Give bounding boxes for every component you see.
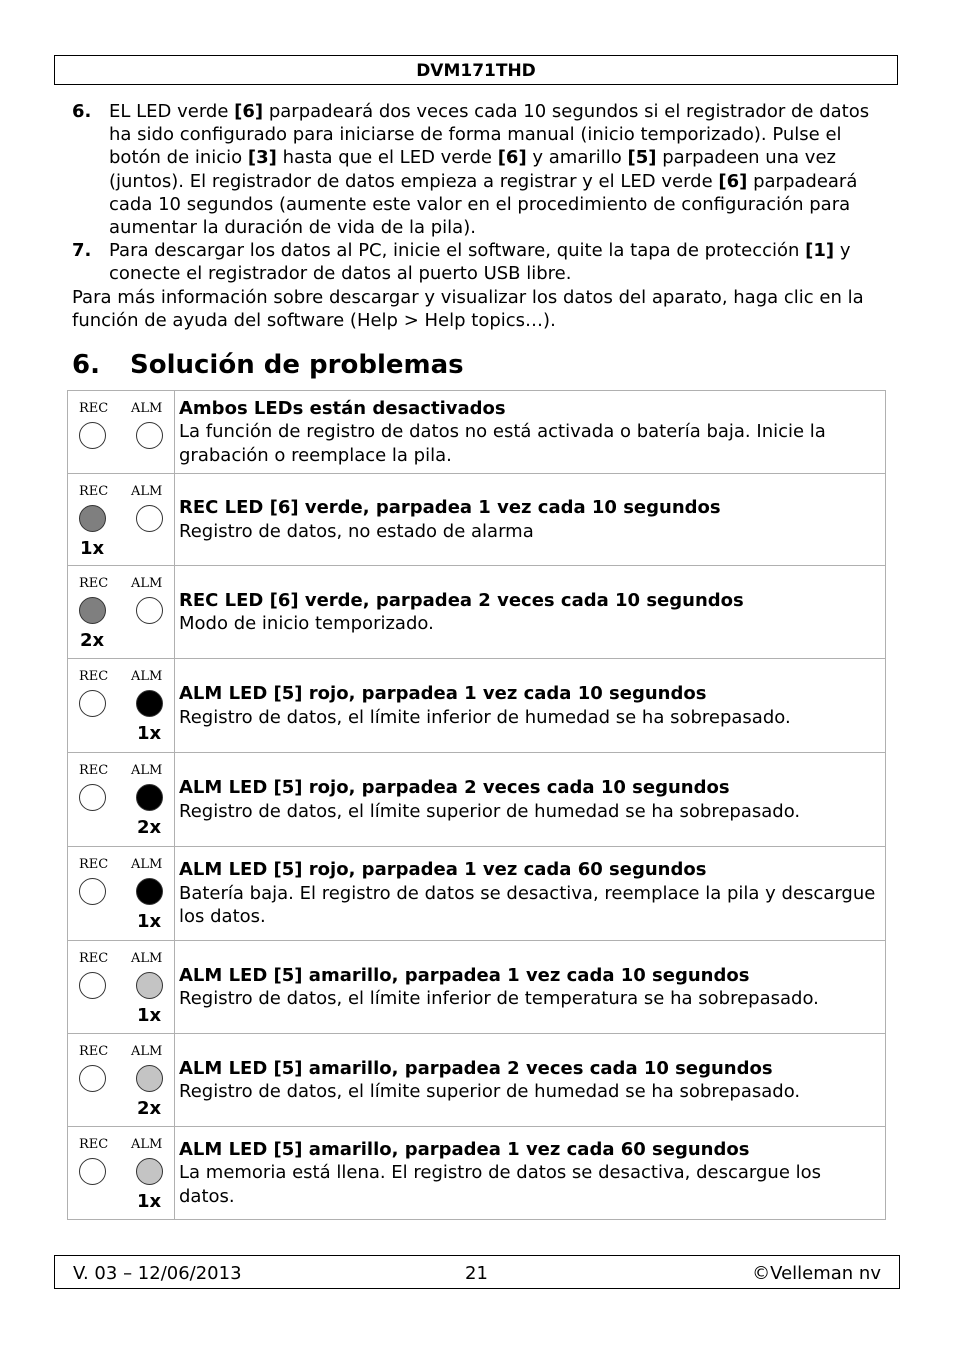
rec-blink-count: 2x bbox=[80, 630, 105, 651]
condition-title: REC LED [6] verde, parpadea 2 veces cada 10 segundos bbox=[179, 589, 744, 611]
step-item bbox=[72, 100, 892, 239]
step-text bbox=[109, 100, 892, 239]
condition-description: Registro de datos, no estado de alarma bbox=[179, 520, 534, 542]
condition-description: La función de registro de datos no está activada o batería baja. Inicie la grabación o reemplace la pila. bbox=[179, 421, 826, 466]
led-status-cell bbox=[68, 753, 175, 847]
description-cell bbox=[175, 1127, 886, 1220]
rec-blink-count: 1x bbox=[80, 538, 105, 559]
description-cell bbox=[175, 391, 886, 474]
step-text-part: parpadeen una vez (juntos). El registrador de datos empieza a registrar y el LED verde bbox=[109, 147, 836, 192]
alm-led-icon bbox=[136, 505, 163, 532]
rec-label: REC bbox=[79, 1044, 109, 1059]
alm-led-icon bbox=[136, 1158, 163, 1185]
condition-title: ALM LED [5] amarillo, parpadea 2 veces cada 10 segundos bbox=[179, 1057, 773, 1079]
table-row bbox=[68, 566, 886, 659]
alm-label: ALM bbox=[131, 763, 163, 778]
rec-label: REC bbox=[79, 857, 109, 872]
alm-led-icon bbox=[136, 784, 163, 811]
alm-label: ALM bbox=[131, 576, 163, 591]
alm-blink-count: 2x bbox=[137, 817, 162, 838]
table-row bbox=[68, 391, 886, 474]
description-cell bbox=[175, 566, 886, 659]
condition-title: Ambos LEDs están desactivados bbox=[179, 397, 506, 419]
description-cell bbox=[175, 753, 886, 847]
step-text-part: y conecte el registrador de datos al puerto USB libre. bbox=[109, 240, 851, 285]
troubleshooting-table bbox=[67, 390, 886, 1220]
reference-number: [6] bbox=[234, 101, 264, 122]
alm-label: ALM bbox=[131, 669, 163, 684]
condition-description: Batería baja. El registro de datos se desactiva, reemplace la pila y descargue los datos. bbox=[179, 882, 876, 928]
table-row bbox=[68, 941, 886, 1034]
description-cell bbox=[175, 659, 886, 753]
rec-label: REC bbox=[79, 763, 109, 778]
table-row bbox=[68, 1127, 886, 1220]
reference-number: [5] bbox=[627, 147, 657, 169]
alm-label: ALM bbox=[131, 951, 163, 966]
table-row bbox=[68, 847, 886, 941]
reference-number: [1] bbox=[805, 240, 835, 262]
rec-label: REC bbox=[79, 669, 109, 684]
description-cell bbox=[175, 847, 886, 941]
section-heading bbox=[72, 350, 464, 380]
table-row bbox=[68, 474, 886, 566]
rec-led-icon bbox=[79, 972, 106, 999]
alm-blink-count: 1x bbox=[137, 723, 162, 744]
reference-number: [6] bbox=[718, 170, 748, 192]
condition-title: REC LED [6] verde, parpadea 1 vez cada 10 segundos bbox=[179, 497, 721, 518]
led-status-cell bbox=[68, 391, 175, 474]
document-header bbox=[54, 55, 898, 85]
led-status-cell bbox=[68, 1034, 175, 1127]
model-title: DVM171THD bbox=[416, 61, 536, 81]
step-item bbox=[72, 239, 892, 285]
rec-led-icon bbox=[79, 505, 106, 532]
rec-led-icon bbox=[79, 597, 106, 624]
help-paragraph: Para más información sobre descargar y visualizar los datos del aparato, haga clic en la función de ayuda del software (Help > Help topics…). bbox=[72, 286, 864, 331]
alm-label: ALM bbox=[131, 1137, 163, 1152]
alm-blink-count: 2x bbox=[137, 1098, 162, 1119]
alm-led-icon bbox=[136, 690, 163, 717]
rec-label: REC bbox=[79, 951, 109, 966]
section-title: Solución de problemas bbox=[130, 350, 464, 380]
alm-led-icon bbox=[136, 1065, 163, 1092]
alm-label: ALM bbox=[131, 1044, 163, 1059]
section-number: 6. bbox=[72, 350, 100, 380]
reference-number: [3] bbox=[247, 147, 277, 169]
condition-description: Registro de datos, el límite superior de humedad se ha sobrepasado. bbox=[179, 1081, 801, 1102]
footer-version: V. 03 – 12/06/2013 bbox=[73, 1263, 242, 1284]
alm-label: ALM bbox=[131, 857, 163, 872]
steps-list bbox=[72, 100, 892, 286]
alm-blink-count: 1x bbox=[137, 911, 162, 932]
condition-title: ALM LED [5] rojo, parpadea 1 vez cada 60 segundos bbox=[179, 859, 707, 881]
description-cell bbox=[175, 1034, 886, 1127]
condition-title: ALM LED [5] amarillo, parpadea 1 vez cada 60 segundos bbox=[179, 1138, 750, 1160]
alm-led-icon bbox=[136, 972, 163, 999]
led-status-cell bbox=[68, 941, 175, 1034]
step-text-part: hasta que el LED verde bbox=[276, 147, 498, 169]
rec-led-icon bbox=[79, 1065, 106, 1092]
condition-description: Registro de datos, el límite superior de humedad se ha sobrepasado. bbox=[179, 800, 801, 822]
condition-description: Registro de datos, el límite inferior de humedad se ha sobrepasado. bbox=[179, 706, 791, 728]
rec-led-icon bbox=[79, 1158, 106, 1185]
alm-blink-count: 1x bbox=[137, 1191, 162, 1212]
alm-led-icon bbox=[136, 597, 163, 624]
description-cell bbox=[175, 941, 886, 1034]
led-status-cell bbox=[68, 1127, 175, 1220]
step-number: 7. bbox=[72, 240, 92, 262]
rec-led-icon bbox=[79, 690, 106, 717]
reference-number: [6] bbox=[497, 147, 527, 169]
step-text-part: y amarillo bbox=[526, 147, 628, 169]
table-row bbox=[68, 753, 886, 847]
step-number: 6. bbox=[72, 101, 92, 122]
table-row bbox=[68, 1034, 886, 1127]
condition-description: Registro de datos, el límite inferior de temperatura se ha sobrepasado. bbox=[179, 988, 819, 1009]
rec-led-icon bbox=[79, 422, 106, 449]
rec-label: REC bbox=[79, 1137, 109, 1152]
step-text-part: EL LED verde bbox=[109, 101, 235, 122]
rec-led-icon bbox=[79, 878, 106, 905]
footer-page-number: 21 bbox=[465, 1263, 488, 1284]
led-status-cell bbox=[68, 474, 175, 566]
rec-label: REC bbox=[79, 484, 109, 499]
table-row bbox=[68, 659, 886, 753]
description-cell bbox=[175, 474, 886, 566]
step-text bbox=[109, 239, 892, 285]
condition-description: Modo de inicio temporizado. bbox=[179, 613, 434, 634]
rec-label: REC bbox=[79, 576, 109, 591]
alm-led-icon bbox=[136, 422, 163, 449]
alm-led-icon bbox=[136, 878, 163, 905]
step-text-part: Para descargar los datos al PC, inicie el software, quite la tapa de protección bbox=[109, 240, 806, 262]
led-status-cell bbox=[68, 566, 175, 659]
alm-label: ALM bbox=[131, 401, 163, 416]
alm-blink-count: 1x bbox=[137, 1005, 162, 1026]
rec-led-icon bbox=[79, 784, 106, 811]
condition-title: ALM LED [5] amarillo, parpadea 1 vez cada 10 segundos bbox=[179, 964, 750, 986]
rec-label: REC bbox=[79, 401, 109, 416]
led-status-cell bbox=[68, 847, 175, 941]
step-text-part: parpadeará cada 10 segundos (aumente este valor en el procedimiento de configuración para aumentar la duración de vida de la pila). bbox=[109, 170, 858, 239]
condition-description: La memoria está llena. El registro de datos se desactiva, descargue los datos. bbox=[179, 1162, 822, 1207]
instruction-steps bbox=[72, 100, 892, 332]
step-text-part: parpadeará dos veces cada 10 segundos si el registrador de datos ha sido configurado para iniciarse de forma manual (inicio temporizado). Pulse el botón de inicio bbox=[109, 101, 870, 169]
led-status-cell bbox=[68, 659, 175, 753]
condition-title: ALM LED [5] rojo, parpadea 1 vez cada 10 segundos bbox=[179, 683, 707, 704]
alm-label: ALM bbox=[131, 484, 163, 499]
footer-copyright: ©Velleman nv bbox=[752, 1263, 881, 1284]
document-footer bbox=[54, 1255, 900, 1289]
condition-title: ALM LED [5] rojo, parpadea 2 veces cada 10 segundos bbox=[179, 777, 730, 798]
